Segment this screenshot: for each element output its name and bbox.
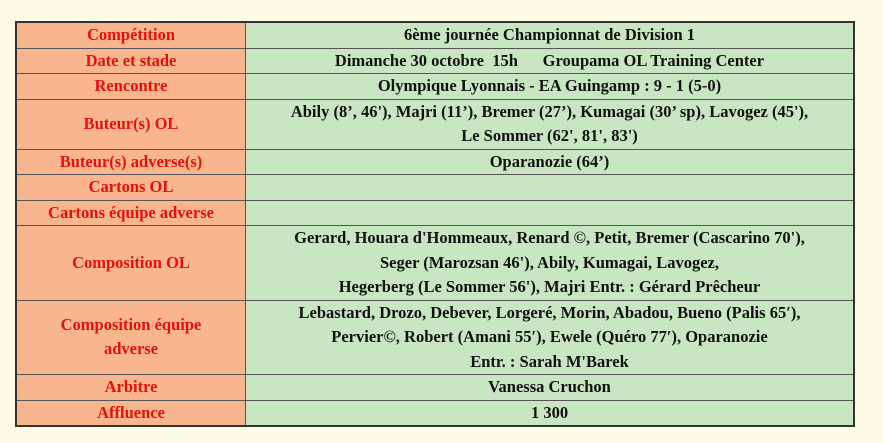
- label-referee: Arbitre: [16, 375, 246, 401]
- table-row: [16, 22, 854, 48]
- table-row: [16, 226, 854, 301]
- value-opponent-cards: [246, 200, 855, 226]
- text-line: Hegerberg (Le Sommer 56'), Majri Entr. : Gérard Prêcheur: [338, 277, 761, 296]
- text-line: Gerard, Houara d'Hommeaux, Renard ©, Petit, Bremer (Cascarino 70'),: [294, 228, 805, 247]
- text-line: Le Sommer (62', 81', 83'): [461, 126, 638, 145]
- label-competition: Compétition: [16, 22, 246, 48]
- text-line: Entr. : Sarah M'Barek: [470, 351, 629, 371]
- table-row: [16, 300, 854, 375]
- text-line: Lebastard, Drozo, Debever, Lorgeré, Morin, Abadou, Bueno (Palis 65′),: [298, 302, 801, 322]
- value-opponent-lineup: [246, 300, 855, 375]
- label-attendance: Affluence: [16, 400, 246, 426]
- table-row: [16, 99, 854, 149]
- value-ol-scorers: [246, 99, 855, 149]
- label-opponent-lineup: [16, 300, 246, 375]
- table-row: [16, 149, 854, 175]
- value-referee: Vanessa Cruchon: [246, 375, 855, 401]
- label-opponent-scorers: Buteur(s) adverse(s): [16, 149, 246, 175]
- value-date-stadium: Dimanche 30 octobre 15h Groupama OL Training Center: [246, 48, 855, 74]
- label-line: Composition équipe: [60, 314, 202, 334]
- value-opponent-scorers: Oparanozie (64’): [246, 149, 855, 175]
- table-row: [16, 48, 854, 74]
- label-ol-lineup: Composition OL: [16, 226, 246, 301]
- text-line: Abily (8’, 46'), Majri (11’), Bremer (27’), Kumagai (30’ sp), Lavogez (45'),: [290, 101, 809, 121]
- label-opponent-cards: Cartons équipe adverse: [16, 200, 246, 226]
- table-row: [16, 74, 854, 100]
- label-ol-scorers: Buteur(s) OL: [16, 99, 246, 149]
- label-line: adverse: [103, 339, 159, 359]
- label-ol-cards: Cartons OL: [16, 175, 246, 201]
- text-line: Pervier©, Robert (Amani 55′), Ewele (Quéro 77′), Oparanozie: [331, 327, 768, 346]
- table-row: [16, 375, 854, 401]
- match-report: [15, 21, 855, 427]
- match-report-table: [15, 21, 855, 427]
- label-date-stadium: Date et stade: [16, 48, 246, 74]
- value-match: Olympique Lyonnais - EA Guingamp : 9 - 1 (5-0): [246, 74, 855, 100]
- text-line: Seger (Marozsan 46'), Abily, Kumagai, Lavogez,: [380, 252, 719, 272]
- value-ol-lineup: [246, 226, 855, 301]
- value-attendance: 1 300: [246, 400, 855, 426]
- table-row: [16, 400, 854, 426]
- value-competition: 6ème journée Championnat de Division 1: [246, 22, 855, 48]
- value-ol-cards: [246, 175, 855, 201]
- label-match: Rencontre: [16, 74, 246, 100]
- table-row: [16, 200, 854, 226]
- table-row: [16, 175, 854, 201]
